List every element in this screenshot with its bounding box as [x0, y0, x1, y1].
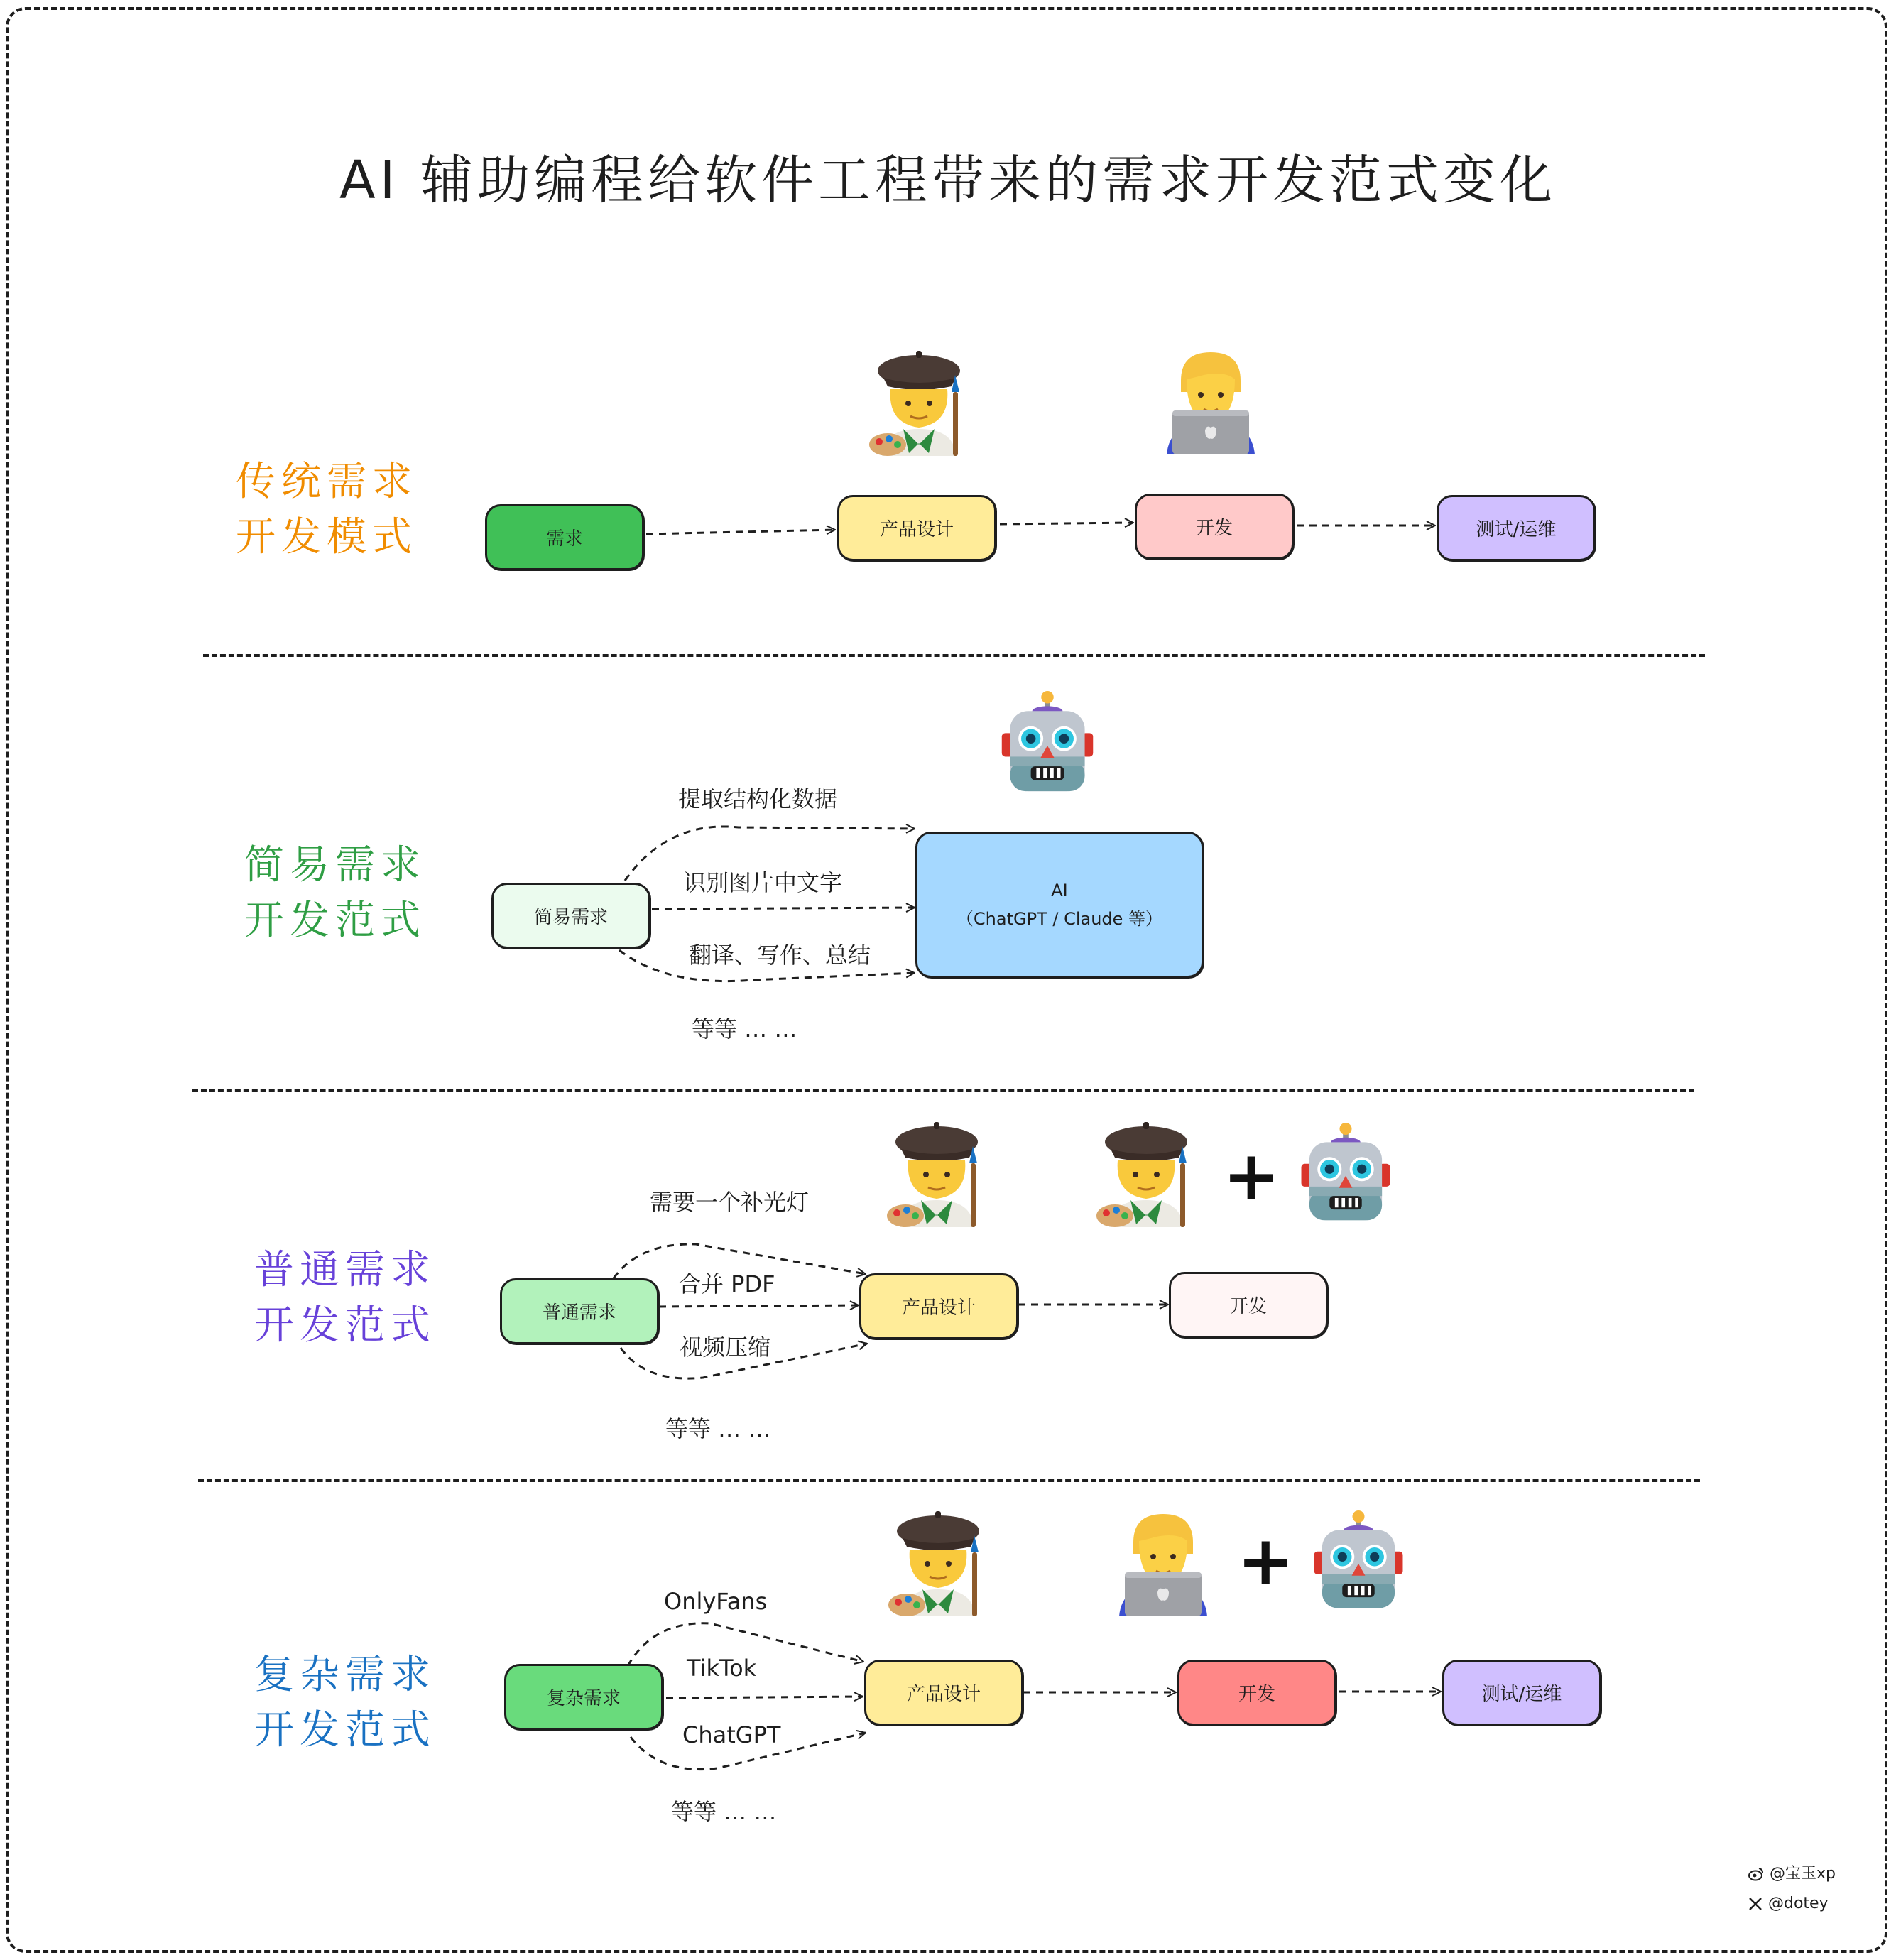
edge-label-tiktok: TikTok — [687, 1655, 757, 1682]
node-complex-product-design[interactable]: 产品设计 — [864, 1660, 1023, 1726]
arrow-requirement-to-design — [646, 530, 835, 534]
simple-section-label — [244, 838, 426, 949]
complex-etc-label: 等等 … … — [671, 1798, 777, 1825]
simple-etc-label: 等等 … … — [692, 1016, 797, 1042]
traditional-label-line1: 传统需求 — [236, 459, 418, 505]
artist-icon — [886, 1510, 991, 1616]
node-simple-requirement[interactable]: 简易需求 — [491, 883, 650, 949]
node-normal-product-design[interactable]: 产品设计 — [859, 1273, 1018, 1339]
arrow-simple-ocr — [652, 908, 915, 909]
edge-label-fill-light: 需要一个补光灯 — [650, 1189, 810, 1216]
edge-label-chatgpt: ChatGPT — [682, 1721, 781, 1748]
node-ai[interactable] — [915, 832, 1204, 978]
weibo-handle: @宝玉xp — [1770, 1865, 1836, 1883]
artist-icon — [1094, 1121, 1199, 1227]
robot-icon — [1297, 1122, 1394, 1223]
ai-label: AI — [1051, 881, 1068, 900]
normal-section-label — [254, 1243, 436, 1354]
x-handle: @dotey — [1768, 1895, 1829, 1912]
plus-sign: + — [1223, 1136, 1280, 1216]
edge-label-translate: 翻译、写作、总结 — [689, 942, 871, 969]
node-normal-development[interactable]: 开发 — [1169, 1272, 1328, 1338]
credit — [1748, 1859, 1836, 1919]
x-logo-icon — [1748, 1897, 1762, 1911]
arrow-complex-tiktok — [666, 1697, 863, 1698]
simple-label-line1: 简易需求 — [244, 842, 426, 888]
technologist-icon — [1113, 1510, 1213, 1616]
normal-label-line1: 普通需求 — [254, 1247, 436, 1293]
normal-etc-label: 等等 … … — [665, 1415, 771, 1442]
node-test-ops[interactable]: 测试/运维 — [1437, 495, 1596, 561]
node-normal-requirement[interactable]: 普通需求 — [500, 1278, 659, 1344]
edge-label-merge-pdf: 合并 PDF — [678, 1270, 775, 1297]
weibo-icon — [1748, 1867, 1764, 1881]
artist-icon — [866, 349, 971, 456]
arrow-normal-pdf — [659, 1305, 859, 1307]
plus-sign: + — [1237, 1521, 1295, 1601]
node-complex-development[interactable]: 开发 — [1177, 1660, 1336, 1726]
simple-label-line2: 开发范式 — [244, 898, 426, 944]
node-complex-requirement[interactable]: 复杂需求 — [504, 1664, 663, 1730]
normal-label-line2: 开发范式 — [254, 1302, 436, 1349]
divider-3 — [198, 1479, 1700, 1482]
node-complex-test-ops[interactable]: 测试/运维 — [1442, 1660, 1601, 1726]
robot-icon — [998, 690, 1097, 794]
arrow-design-to-dev — [1000, 523, 1133, 524]
complex-label-line1: 复杂需求 — [254, 1652, 436, 1698]
ai-examples-label: （ChatGPT / Claude 等） — [956, 909, 1163, 929]
edge-label-onlyfans: OnlyFans — [664, 1588, 768, 1615]
node-requirement[interactable]: 需求 — [485, 504, 644, 570]
edge-label-extract: 提取结构化数据 — [678, 785, 838, 812]
divider-2 — [192, 1089, 1694, 1092]
edge-label-ocr: 识别图片中文字 — [683, 869, 843, 896]
node-development[interactable]: 开发 — [1135, 494, 1294, 560]
edge-label-video-compress: 视频压缩 — [680, 1334, 771, 1361]
complex-section-label — [254, 1648, 436, 1758]
artist-icon — [884, 1121, 989, 1227]
weibo-credit[interactable] — [1748, 1859, 1836, 1889]
complex-label-line2: 开发范式 — [254, 1707, 436, 1753]
node-product-design[interactable]: 产品设计 — [837, 495, 996, 561]
divider-1 — [203, 654, 1705, 657]
traditional-section-label — [236, 454, 418, 565]
technologist-icon — [1161, 348, 1260, 454]
traditional-label-line2: 开发模式 — [236, 514, 418, 560]
x-credit[interactable] — [1748, 1889, 1836, 1919]
page-title: AI 辅助编程给软件工程带来的需求开发范式变化 — [339, 150, 1557, 211]
robot-icon — [1310, 1510, 1407, 1611]
